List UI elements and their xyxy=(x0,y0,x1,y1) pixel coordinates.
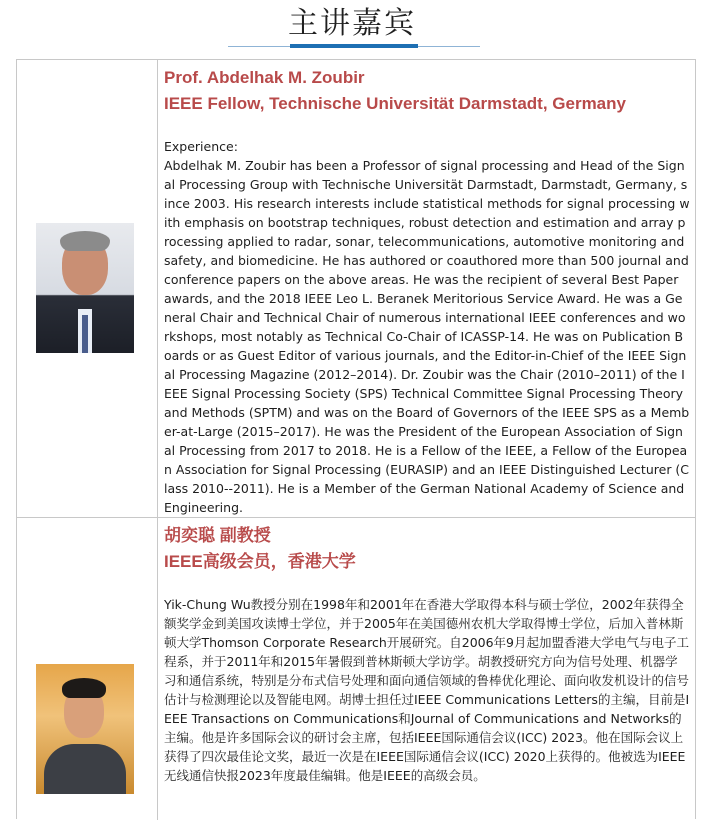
speaker-name: Prof. Abdelhak M. Zoubir xyxy=(164,68,365,87)
speaker-affiliation: IEEE高级会员，香港大学 xyxy=(164,552,356,571)
experience-label: Experience: xyxy=(164,139,238,154)
speaker-row-wu xyxy=(17,518,695,820)
speaker-content xyxy=(164,523,690,785)
speaker-content xyxy=(164,65,690,517)
speaker-affiliation: IEEE Fellow, Technische Universität Darmstadt, Germany xyxy=(164,94,626,113)
speaker-bio: Abdelhak M. Zoubir has been a Professor of signal processing and Head of the Signal Processing Group with Technische Universität Darmstadt, Darmstadt, Germany, since 2003. His research interests include statistical methods for signal processing with emphasis on bootstrap techniques, robust detection and estimation and array processing applied to radar, sonar, telecommunications, automotive monitoring and safety, and biomedicine. He has authored or coauthored more than 500 journal and conference papers on the above areas. He was the recipient of several Best Paper awards, and the 2018 IEEE Leo L. Beranek Meritorious Service Award. He was a General Chair and Technical Chair of numerous international IEEE conferences and workshops, most notably as Technical Co-Chair of ICASSP-14. He was on Publication Boards or as Guest Editor of various journals, and the Editor-in-Chief of the IEEE Signal Processing Magazine (2012–2014). Dr. Zoubir was the Chair (2010–2011) of the IEEE Signal Processing Society (SPS) Technical Committee Signal Processing Theory and Methods (SPTM) and was on the Board of Governors of the IEEE SPS as a Member-at-Large (2015–2017). He was the President of the European Association of Signal Processing from 2017 to 2018. He is a Fellow of the IEEE, a Fellow of the European Association for Signal Processing (EURASIP) and an IEEE Distinguished Lecturer (Class 2010--2011). He is a Member of the German National Academy of Science and Engineering. xyxy=(164,158,690,515)
section-header xyxy=(0,0,704,58)
page-title: 主讲嘉宾 xyxy=(288,6,416,41)
title-underline-accent xyxy=(290,44,418,48)
speaker-name: 胡奕聪 副教授 xyxy=(164,526,271,545)
photo-hair xyxy=(60,231,110,251)
speaker-bio: Yik-Chung Wu教授分别在1998年和2001年在香港大学取得本科与硕士学位，2002年获得全额奖学金到美国攻读博士学位，并于2005年在美国德州农机大学取得博士学位，后加入普林斯顿大学Thomson Corporate Research开展研究。自2006年9月起加盟香港大学电气与电子工程系，并于2011年和2015年暑假到普林斯顿大学访学。胡教授研究方向为信号处理、机器学习和通信系统，特别是分布式信号处理和面向通信领域的鲁棒优化理论、面向收发机设计的信号估计与检测理论以及智能电网。胡博士担任过IEEE Communications Letters的主编，目前是IEEE Transactions on Communications和Journal of Communications and Networks的主编。他是许多国际会议的研讨会主席，包括IEEE国际通信会议(ICC) 2023。他在国际会议上获得了四次最佳论文奖，最近一次是在IEEE国际通信会议(ICC) 2020上获得的。他被选为IEEE无线通信快报2023年度最佳编辑。他是IEEE的高级会员。 xyxy=(164,597,690,783)
speaker-photo xyxy=(36,223,134,353)
photo-cell xyxy=(17,518,158,820)
speaker-photo xyxy=(36,664,134,794)
photo-cell xyxy=(17,60,158,517)
speaker-table xyxy=(16,59,696,819)
photo-tie xyxy=(82,315,88,353)
speaker-row-zoubir xyxy=(17,60,695,518)
photo-body xyxy=(44,744,126,794)
photo-hair xyxy=(62,678,106,698)
